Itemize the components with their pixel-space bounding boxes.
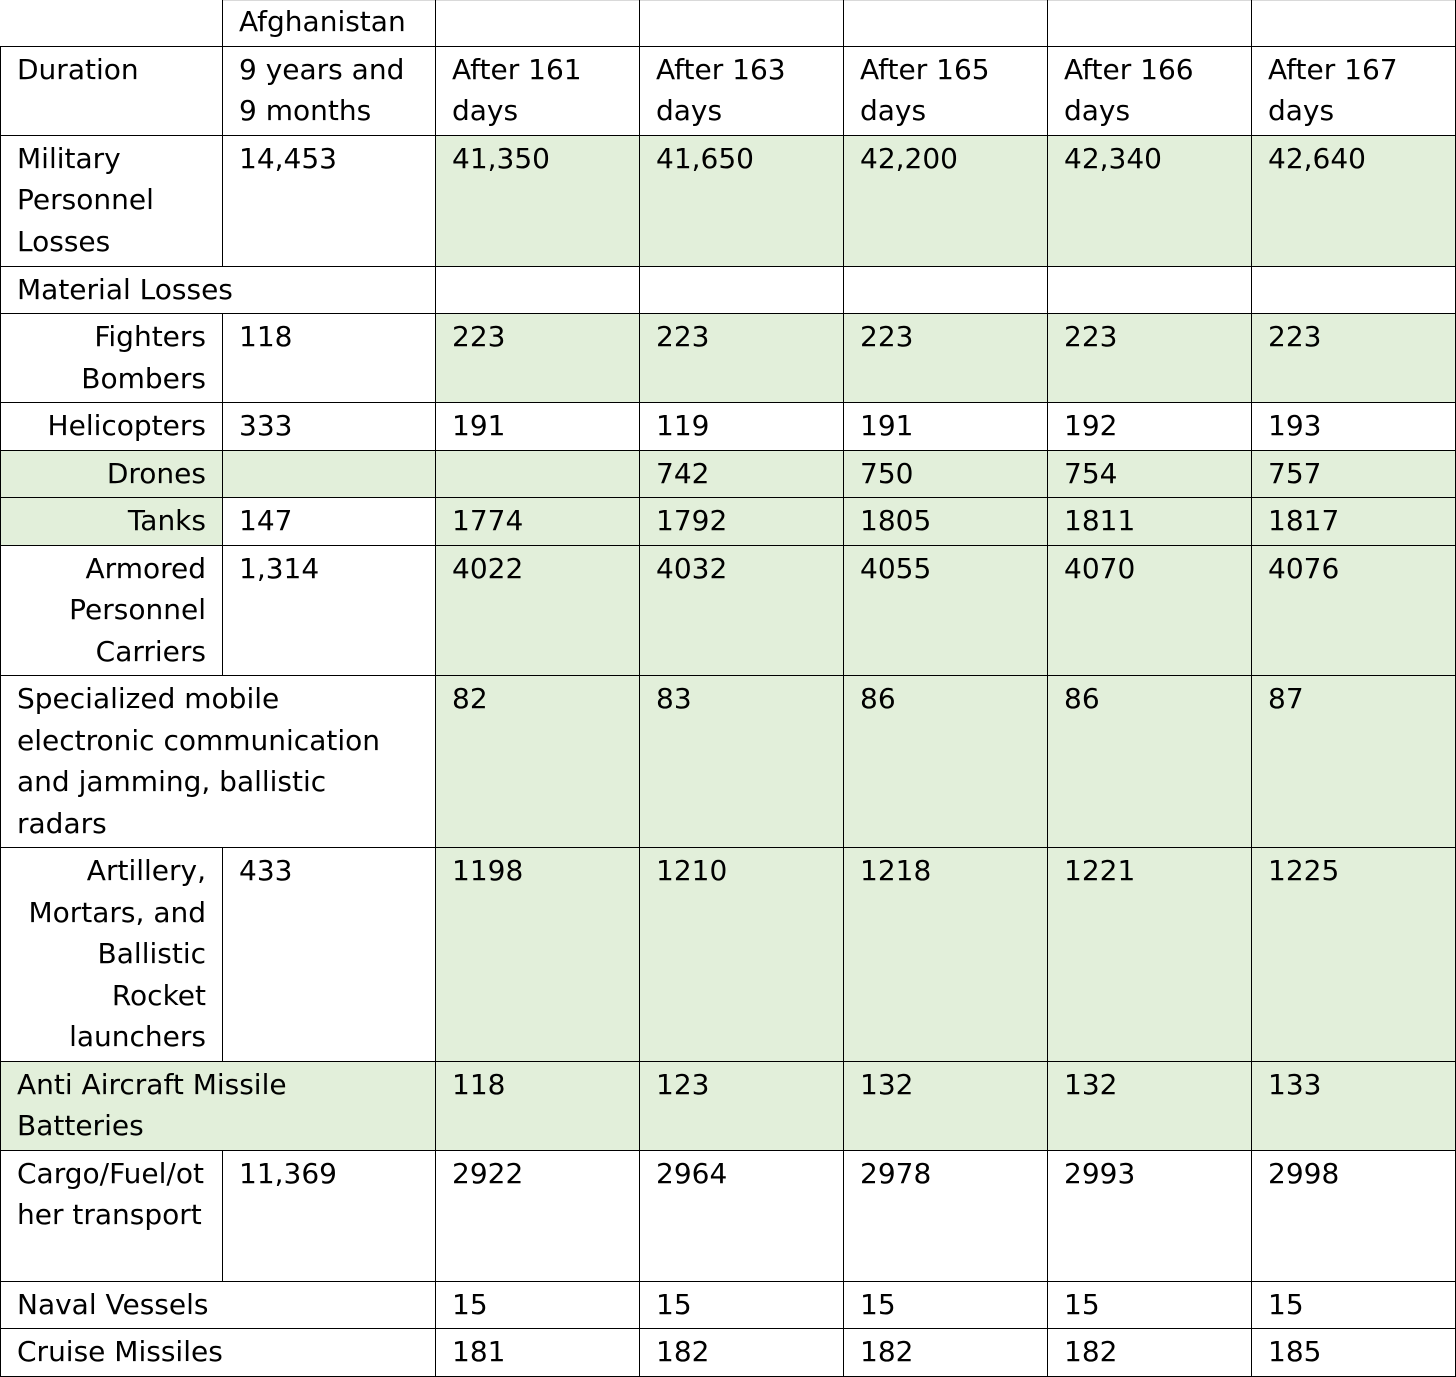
- value-cell: 15: [640, 1281, 844, 1329]
- row-label-text: Cargo/Fuel/other transport: [17, 1156, 204, 1231]
- value-cell: 1805: [844, 498, 1048, 546]
- value-cell: 132: [844, 1061, 1048, 1150]
- header-cell: After 163 days: [640, 46, 844, 135]
- row-label: Artillery, Mortars, and Ballistic Rocket launchers: [1, 848, 223, 1062]
- value-cell: 223: [640, 314, 844, 403]
- value-cell: 15: [436, 1281, 640, 1329]
- header-cell: After 167 days: [1252, 46, 1456, 135]
- value-cell: 2964: [640, 1150, 844, 1281]
- table-row: [1, 545, 1456, 676]
- value-cell: 123: [640, 1061, 844, 1150]
- table-row: [1, 1329, 1456, 1377]
- afghanistan-cell: 433: [223, 848, 436, 1062]
- header-cell: [1, 1, 223, 47]
- value-cell: 41,650: [640, 135, 844, 266]
- value-cell: 15: [1252, 1281, 1456, 1329]
- value-cell: 1198: [436, 848, 640, 1062]
- header-cell: [1252, 1, 1456, 47]
- header-cell: [436, 1, 640, 47]
- value-cell: 132: [1048, 1061, 1252, 1150]
- header-cell: Duration: [1, 46, 223, 135]
- afghanistan-cell: 11,369: [223, 1150, 436, 1281]
- section-row: [1, 266, 1456, 314]
- value-cell: 742: [640, 450, 844, 498]
- value-cell: 191: [436, 403, 640, 451]
- value-cell: 754: [1048, 450, 1252, 498]
- table-row: [1, 1150, 1456, 1281]
- value-cell: 42,340: [1048, 135, 1252, 266]
- value-cell: 4032: [640, 545, 844, 676]
- row-label: Specialized mobile electronic communication and jamming, ballistic radars: [1, 676, 436, 848]
- value-cell: 1811: [1048, 498, 1252, 546]
- value-cell: 750: [844, 450, 1048, 498]
- value-cell: 4055: [844, 545, 1048, 676]
- table-row: [1, 676, 1456, 848]
- value-cell: 42,640: [1252, 135, 1456, 266]
- value-cell: 1225: [1252, 848, 1456, 1062]
- value-cell: 2993: [1048, 1150, 1252, 1281]
- value-cell: 86: [1048, 676, 1252, 848]
- value-cell: [640, 266, 844, 314]
- header-cell: After 165 days: [844, 46, 1048, 135]
- value-cell: 223: [1252, 314, 1456, 403]
- value-cell: 182: [844, 1329, 1048, 1377]
- section-label: Material Losses: [1, 266, 436, 314]
- afghanistan-cell: 14,453: [223, 135, 436, 266]
- value-cell: 119: [640, 403, 844, 451]
- value-cell: 1221: [1048, 848, 1252, 1062]
- row-label: Fighters Bombers: [1, 314, 223, 403]
- value-cell: 1210: [640, 848, 844, 1062]
- afghanistan-cell: 333: [223, 403, 436, 451]
- afghanistan-cell: [223, 450, 436, 498]
- row-label: Naval Vessels: [1, 1281, 436, 1329]
- value-cell: 15: [844, 1281, 1048, 1329]
- value-cell: 86: [844, 676, 1048, 848]
- row-label: Military Personnel Losses: [1, 135, 223, 266]
- row-label: Tanks: [1, 498, 223, 546]
- value-cell: 2978: [844, 1150, 1048, 1281]
- value-cell: 1218: [844, 848, 1048, 1062]
- value-cell: 2922: [436, 1150, 640, 1281]
- value-cell: 182: [640, 1329, 844, 1377]
- table-row: [1, 1281, 1456, 1329]
- header-cell: Afghanistan: [223, 1, 436, 47]
- value-cell: 191: [844, 403, 1048, 451]
- header-cell: [640, 1, 844, 47]
- header-cell: After 161 days: [436, 46, 640, 135]
- afghanistan-cell: 118: [223, 314, 436, 403]
- value-cell: 1774: [436, 498, 640, 546]
- value-cell: 15: [1048, 1281, 1252, 1329]
- afghanistan-cell: 1,314: [223, 545, 436, 676]
- table-row: [1, 403, 1456, 451]
- value-cell: 4070: [1048, 545, 1252, 676]
- value-cell: 42,200: [844, 135, 1048, 266]
- value-cell: 4022: [436, 545, 640, 676]
- value-cell: 757: [1252, 450, 1456, 498]
- value-cell: 4076: [1252, 545, 1456, 676]
- table-row: [1, 135, 1456, 266]
- value-cell: 192: [1048, 403, 1252, 451]
- value-cell: 223: [436, 314, 640, 403]
- table-row: [1, 848, 1456, 1062]
- row-label: [1, 1150, 223, 1281]
- header-row-2: [1, 46, 1456, 135]
- row-label: Helicopters: [1, 403, 223, 451]
- value-cell: [436, 266, 640, 314]
- row-label: Cruise Missiles: [1, 1329, 436, 1377]
- row-label: Anti Aircraft Missile Batteries: [1, 1061, 436, 1150]
- value-cell: 223: [844, 314, 1048, 403]
- value-cell: 1817: [1252, 498, 1456, 546]
- afghanistan-cell: 147: [223, 498, 436, 546]
- value-cell: 1792: [640, 498, 844, 546]
- header-cell: [1048, 1, 1252, 47]
- value-cell: 223: [1048, 314, 1252, 403]
- value-cell: [844, 266, 1048, 314]
- table-row: [1, 498, 1456, 546]
- value-cell: 133: [1252, 1061, 1456, 1150]
- value-cell: 87: [1252, 676, 1456, 848]
- value-cell: [1048, 266, 1252, 314]
- value-cell: 182: [1048, 1329, 1252, 1377]
- table-row: [1, 314, 1456, 403]
- table-row: [1, 450, 1456, 498]
- header-cell: After 166 days: [1048, 46, 1252, 135]
- header-row-1: [1, 1, 1456, 47]
- row-label: Drones: [1, 450, 223, 498]
- header-cell: [844, 1, 1048, 47]
- value-cell: 83: [640, 676, 844, 848]
- value-cell: 2998: [1252, 1150, 1456, 1281]
- value-cell: 82: [436, 676, 640, 848]
- value-cell: [436, 450, 640, 498]
- value-cell: 185: [1252, 1329, 1456, 1377]
- value-cell: 181: [436, 1329, 640, 1377]
- table-row: [1, 1061, 1456, 1150]
- value-cell: 118: [436, 1061, 640, 1150]
- value-cell: [1252, 266, 1456, 314]
- row-label: Armored Personnel Carriers: [1, 545, 223, 676]
- value-cell: 193: [1252, 403, 1456, 451]
- header-cell: 9 years and 9 months: [223, 46, 436, 135]
- value-cell: 41,350: [436, 135, 640, 266]
